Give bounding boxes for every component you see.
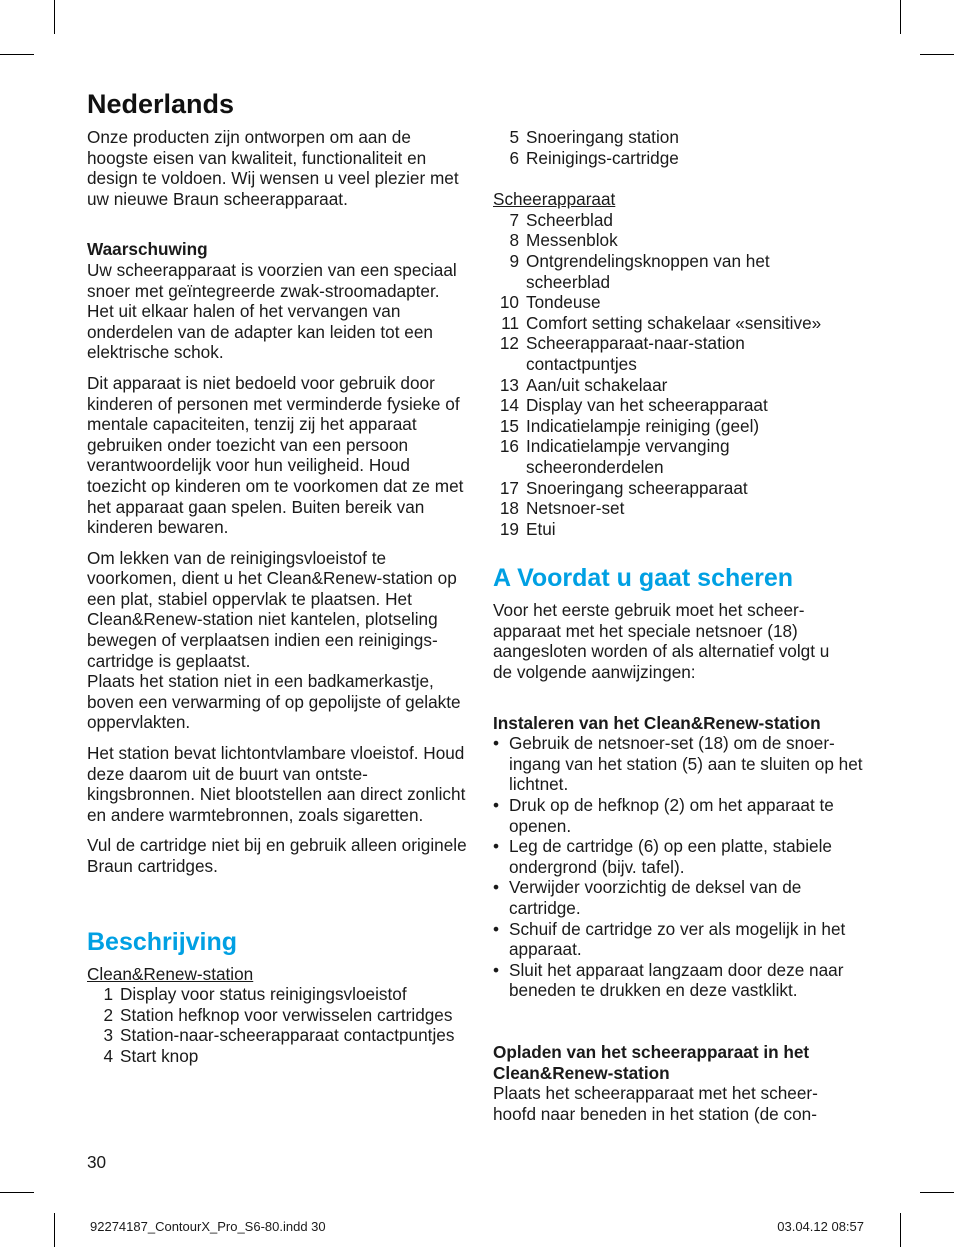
crop-mark [920, 54, 954, 55]
item-text: Aan/uit schakelaar [526, 374, 668, 395]
item-text: Display voor status reinigingsvloeistof [120, 984, 407, 1005]
item-text: Tondeuse [526, 292, 601, 313]
leak-paragraph-2: Plaats het station niet in een badkamerkastje, boven een verwarming of op gepolijste of gelakte oppervlakten. [87, 671, 461, 733]
item-number: 16 [499, 436, 519, 457]
list-item [493, 478, 878, 499]
crop-mark [900, 0, 901, 34]
step-text: Sluit het apparaat langzaam door deze naar beneden te drukken en deze vastklikt. [509, 959, 844, 1001]
list-item [493, 292, 878, 313]
item-number: 1 [103, 984, 113, 1005]
list-item [493, 836, 878, 877]
list-item [493, 498, 878, 519]
crop-mark [54, 0, 55, 34]
list-item [493, 333, 878, 374]
station-parts-list [87, 984, 467, 1066]
step-text: Verwijder voorzichtig de deksel van de cartridge. [509, 877, 802, 918]
page-number: 30 [87, 1152, 107, 1172]
item-number: 8 [509, 230, 519, 251]
step-text: Druk op de hefknop (2) om het apparaat te openen. [509, 795, 834, 836]
item-text: Netsnoer-set [526, 498, 625, 519]
bullet: • [493, 959, 500, 980]
item-text: Snoeringang station [526, 127, 679, 147]
shaver-subheading: Scheerapparaat [493, 189, 616, 210]
list-item [493, 127, 878, 148]
right-column [493, 127, 878, 1124]
station-parts-list-continued [493, 127, 878, 168]
intro-paragraph: Onze producten zijn ontworpen om aan de hoogste eisen van kwaliteit, functionaliteit en design te voldoen. Wij wensen u veel plezier met uw nieuwe Braun scheerapparaat. [87, 127, 459, 209]
step-text: Gebruik de netsnoer-set (18) om de snoer-ingang van het station (5) aan te sluiten op het lichtnet. [509, 733, 863, 795]
list-item [493, 251, 878, 292]
bullet: • [493, 836, 500, 857]
item-number: 7 [509, 209, 519, 230]
list-item [493, 436, 878, 477]
item-text: Start knop [120, 1045, 199, 1066]
item-number: 9 [509, 250, 519, 271]
item-number: 5 [509, 127, 519, 147]
list-item [493, 795, 878, 836]
crop-mark [0, 54, 34, 55]
list-item [493, 210, 878, 231]
list-item [493, 919, 878, 960]
shaver-parts-list [493, 210, 878, 540]
section-title-description: Beschrijving [87, 927, 238, 956]
item-text: Comfort setting schakelaar «sensitive» [526, 312, 822, 333]
list-item [493, 375, 878, 396]
list-item [87, 1005, 467, 1026]
list-item [493, 313, 878, 334]
item-text: Snoeringang scheerapparaat [526, 477, 748, 498]
crop-mark [900, 1213, 901, 1247]
item-text: Indicatielampje reiniging (geel) [526, 415, 760, 436]
footer-datetime: 03.04.12 08:57 [777, 1219, 864, 1234]
list-item [493, 877, 878, 918]
footer-filename: 92274187_ContourX_Pro_S6-80.indd 30 [90, 1219, 326, 1234]
item-number: 4 [103, 1045, 113, 1066]
list-item [493, 148, 878, 169]
list-item [493, 230, 878, 251]
item-number: 6 [509, 147, 519, 168]
list-item [87, 1025, 467, 1046]
cartridge-paragraph: Vul de cartridge niet bij en gebruik alleen originele Braun cartridges. [87, 835, 467, 876]
crop-mark [920, 1192, 954, 1193]
item-number: 13 [499, 374, 519, 395]
crop-mark [0, 1192, 34, 1193]
item-text: Ontgrendelingsknoppen van het scheerblad [526, 250, 770, 292]
charging-heading: Opladen van het scheerapparaat in het Clean&Renew-station [493, 1041, 810, 1083]
station-subheading: Clean&Renew-station [87, 963, 254, 984]
item-text: Indicatielampje vervanging scheeronderdelen [526, 436, 730, 477]
page-title: Nederlands [87, 89, 235, 119]
item-number: 2 [103, 1004, 113, 1025]
item-text: Station hefknop voor verwisselen cartridges [120, 1004, 453, 1025]
item-number: 3 [103, 1025, 113, 1046]
left-column [87, 88, 467, 1067]
install-steps-list [493, 733, 878, 1001]
item-text: Station-naar-scheerapparaat contactpuntjes [120, 1025, 455, 1046]
list-item [87, 984, 467, 1005]
charging-paragraph: Plaats het scheerapparaat met het scheer-hoofd naar beneden in het station (de con- [493, 1083, 818, 1124]
section-title-before-shaving: A Voordat u gaat scheren [493, 564, 794, 593]
bullet: • [493, 918, 500, 939]
children-paragraph: Dit apparaat is niet bedoeld voor gebruik door kinderen of personen met verminderde fysieke of mentale capaciteiten, tenzij zij het apparaat gebruiken onder toezicht van een persoon verantwoordelijk voor hun veiligheid. Houd toezicht op kinderen om te voorkomen dat ze met het apparaat gaan spelen. Buiten bereik van kinderen bewaren. [87, 372, 464, 538]
flammable-paragraph: Het station bevat lichtontvlambare vloeistof. Houd deze daarom uit de buurt van ontste-kingsbronnen. Niet blootstellen aan direct zonlicht en andere warmtebronnen, zoals sigaretten. [87, 743, 466, 825]
crop-mark [54, 1213, 55, 1247]
bullet: • [493, 877, 500, 898]
list-item [493, 960, 878, 1001]
warning-heading: Waarschuwing [87, 239, 208, 260]
item-number: 11 [501, 312, 519, 333]
bullet: • [493, 795, 500, 816]
list-item [87, 1046, 467, 1067]
item-number: 10 [499, 292, 519, 313]
before-shaving-intro: Voor het eerste gebruik moet het scheer-apparaat met het speciale netsnoer (18) aangesloten worden of als alternatief volgt u de volgende aanwijzingen: [493, 600, 830, 683]
item-text: Scheerapparaat-naar-station contactpuntjes [526, 333, 745, 374]
item-text: Messenblok [526, 230, 618, 251]
item-text: Display van het scheerapparaat [526, 395, 768, 416]
list-item [493, 416, 878, 437]
list-item [493, 395, 878, 416]
item-text: Etui [526, 518, 556, 539]
item-text: Reinigings-cartridge [526, 147, 679, 168]
item-number: 17 [499, 477, 519, 498]
list-item [493, 519, 878, 540]
item-number: 14 [499, 395, 519, 416]
item-number: 12 [499, 333, 519, 354]
item-number: 19 [499, 518, 519, 539]
item-text: Scheerblad [526, 209, 613, 230]
warning-paragraph: Uw scheerapparaat is voorzien van een speciaal snoer met geïntegreerde zwak-stroomadapter. Het uit elkaar halen of het vervangen van onderdelen van de adapter kan leiden tot een elektrische schok. [87, 259, 457, 363]
list-item [493, 733, 878, 795]
item-number: 18 [499, 498, 519, 519]
item-number: 15 [499, 415, 519, 436]
leak-paragraph: Om lekken van de reinigingsvloeistof te voorkomen, dient u het Clean&Renew-station op een plat, stabiel oppervlak te plaatsen. Het Clean&Renew-station niet kantelen, plotseling bewegen of verplaatsen indien een reinigings-cartridge is geplaatst. [87, 547, 457, 671]
install-heading: Instaleren van het Clean&Renew-station [493, 712, 821, 733]
bullet: • [493, 733, 500, 754]
step-text: Schuif de cartridge zo ver als mogelijk in het apparaat. [509, 918, 846, 960]
step-text: Leg de cartridge (6) op een platte, stabiele ondergrond (bijv. tafel). [509, 836, 832, 877]
